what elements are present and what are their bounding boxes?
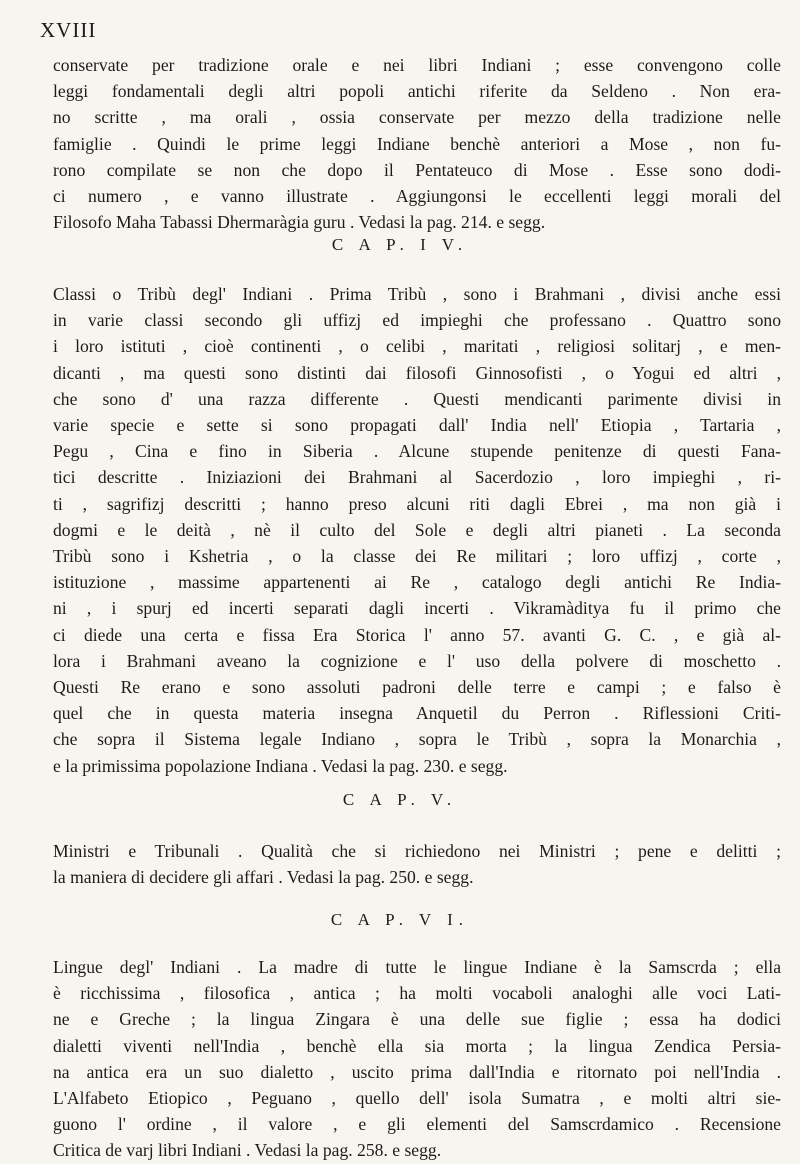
text-line: ci numero , e vanno illustrate . Aggiungonsi le eccellenti leggi morali del [53,186,781,207]
text-line: lora i Brahmani aveano la cognizione e l' uso della polvere di moschetto . [53,650,781,671]
text-line: in varie classi secondo gli uffizj ed impieghi che professano . Quattro sono [53,310,781,331]
text-line: Critica de varj libri Indiani . Vedasi la pag. 258. e segg. [53,1140,442,1161]
text-line: Tribù sono i Kshetria , o la classe dei Re militari ; loro uffizj , corte , [53,546,781,567]
text-line: Lingue degl' Indiani . La madre di tutte le lingue Indiane è la Samscrda ; ella [53,957,781,977]
text-line: dogmi e le deità , nè il culto del Sole e degli altri pianeti . La seconda [53,519,781,540]
text-line: Filosofo Maha Tabassi Dhermaràgia guru . Vedasi la pag. 214. e segg. [53,212,546,233]
text-line: che sopra il Sistema legale Indiano , sopra le Tribù , sopra la Monarchia , [53,729,781,750]
text-line: Pegu , Cina e fino in Siberia . Alcune stupende penitenze di questi Fana- [53,441,781,462]
text-line: ne e Greche ; la lingua Zingara è una delle sue figlie ; essa ha dodici [53,1009,781,1030]
text-line: Questi Re erano e sono assoluti padroni delle terre e campi ; e falso è [53,677,781,698]
text-line: che sono d' una razza differente . Questi mendicanti parimente divisi in [53,388,781,409]
text-line: guono l' ordine , il valore , e gli elementi del Samscrdamico . Recensione [53,1114,781,1135]
text-line: leggi fondamentali degli altri popoli antichi riferite da Seldeno . Non era- [53,81,781,102]
text-line: ti , sagrifizj descritti ; hanno preso alcuni riti dagli Ebrei , ma non già i [53,493,781,514]
text-line: i loro istituti , cioè continenti , o celibi , maritati , religiosi solitarj , e men- [53,336,781,357]
text-line: famiglie . Quindi le prime leggi Indiane benchè anteriori a Mose , non fu- [53,133,781,154]
text-line: varie specie e sette si sono propagati dall' India nell' Etiopia , Tartaria , [53,415,781,436]
chapter-4-heading: C A P. I V. [331,235,469,254]
text-line: Ministri e Tribunali . Qualità che si richiedono nei Ministri ; pene e delitti ; [53,841,781,861]
text-line: na antica era un suo dialetto , uscito prima dall'India e ritornato poi nell'India . [53,1061,781,1082]
text-line: rono compilate se non che dopo il Pentateuco di Mose . Esse sono dodi- [53,159,781,180]
text-line: tici descritte . Iniziazioni dei Brahmani al Sacerdozio , loro impieghi , ri- [53,467,781,488]
chapter-4-paragraph [53,281,781,779]
intro-paragraph [53,52,781,235]
text-line: ni , i spurj ed incerti separati dagli incerti . Vikramàditya fu il primo che [53,598,781,619]
chapter-6-paragraph [53,954,781,1164]
text-line: ci diede una certa e fissa Era Storica l' anno 57. avanti G. C. , e già al- [53,624,781,645]
text-line: e la primissima popolazione Indiana . Vedasi la pag. 230. e segg. [53,755,508,776]
text-line: la maniera di decidere gli affari . Vedasi la pag. 250. e segg. [53,867,474,888]
text-line: dialetti viventi nell'India , benchè ella sia morta ; la lingua Zendica Persia- [53,1035,781,1056]
chapter-5-paragraph [53,838,781,890]
chapter-5-heading: C A P. V. [342,790,458,809]
text-line: conservate per tradizione orale e nei libri Indiani ; esse convengono colle [53,55,781,75]
text-line: L'Alfabeto Etiopico , Peguano , quello dell' isola Sumatra , e molti altri sie- [53,1088,781,1109]
text-line: dicanti , ma questi sono distinti dai filosofi Ginnosofisti , o Yogui ed altri , [53,362,781,383]
page-number: XVIII [40,18,97,42]
text-line: istituzione , massime appartenenti ai Re , catalogo degli antichi Re India- [53,572,781,593]
text-line: Classi o Tribù degl' Indiani . Prima Tribù , sono i Brahmani , divisi anche essi [53,284,781,304]
chapter-6-heading: C A P. V I. [330,910,470,929]
text-line: no scritte , ma orali , ossia conservate per mezzo della tradizione nelle [53,107,781,128]
text-line: quel che in questa materia insegna Anquetil du Perron . Riflessioni Criti- [53,703,781,724]
text-line: è ricchissima , filosofica , antica ; ha molti vocaboli analoghi alle voci Lati- [53,983,781,1004]
